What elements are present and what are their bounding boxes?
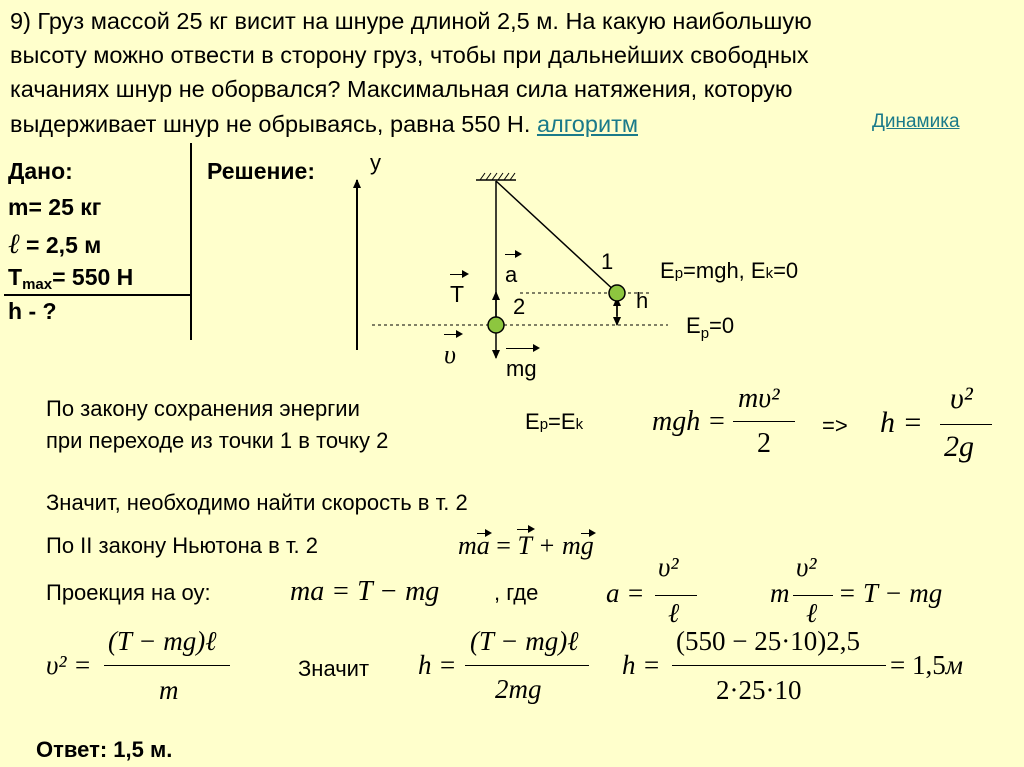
tmax-sub: max (22, 276, 53, 293)
newton-sub-den: ℓ (806, 598, 818, 628)
ceiling-mount (476, 173, 516, 180)
calc-den: 2·25·10 (716, 675, 802, 705)
height-eq-num: υ² (950, 382, 973, 415)
given-header: Дано: (8, 158, 73, 184)
height-eq-fraction-bar (940, 424, 992, 425)
problem-line-2: высоту можно отвести в сторону груз, чтобы при дальнейших свободных (10, 42, 809, 68)
newton-sub-fraction-bar (793, 595, 833, 596)
calc-fraction-bar (672, 665, 886, 666)
tension-text: T (450, 281, 465, 307)
weight-vector-bar (506, 348, 538, 349)
newton-sub-rhs: = T − mg (838, 578, 943, 608)
calc-num: (550 − 25·10)2,5 (676, 626, 860, 656)
problem-line-3: качаниях шнур не оборвался? Максимальная сила натяжения, которую (10, 76, 793, 102)
length-value: = 2,5 м (19, 232, 102, 258)
height-final-num: (T − mg)ℓ (470, 626, 579, 656)
calc-result: = 1,5м (890, 650, 963, 680)
newton-text: По II закону Ньютона в т. 2 (46, 533, 319, 558)
solution-header: Решение: (207, 158, 316, 184)
answer-text: Ответ: 1,5 м. (36, 737, 173, 762)
accel-eq-den: ℓ (668, 598, 680, 628)
energy-eq-den: 2 (757, 428, 771, 459)
speed-eq-num: (T − mg)ℓ (108, 626, 217, 656)
problem-line-4-text: выдерживает шнур не обрываясь, равна 550 Н. (10, 111, 531, 137)
algorithm-link[interactable]: алгоритм (536, 111, 638, 137)
velocity-text: υ (444, 340, 456, 369)
energy-point-2: $E_p=0$ (686, 313, 735, 342)
energy-point-1: Ep=mgh, Ek=0 (660, 258, 799, 283)
weight-text: mg (506, 356, 537, 381)
where-text: , где (494, 580, 539, 605)
speed-eq-fraction-bar (104, 665, 230, 666)
height-eq-lhs: h = (880, 406, 923, 439)
need-speed-text: Значит, необходимо найти скорость в т. 2 (46, 490, 468, 515)
newton-sub-num: υ² (796, 552, 817, 582)
projection-equation: ma = T − mg (290, 576, 440, 607)
problem-line-1: 9) Груз массой 25 кг висит на шнуре длиной 2,5 м. На какую наибольшую (10, 8, 812, 34)
point-1-label: 1 (601, 249, 614, 274)
ball-position-1 (609, 285, 625, 301)
given-mass: m= 25 кг (8, 194, 102, 220)
therefore-text: Значит (298, 656, 370, 681)
calc-lhs: h = (622, 650, 661, 680)
accel-label (505, 262, 517, 288)
energy-eq-num: mυ² (738, 383, 780, 414)
height-eq-den: 2g (944, 430, 974, 463)
energy-text-line-2: при переходе из точки 1 в точку 2 (46, 428, 389, 453)
accel-text: a (505, 262, 518, 287)
speed-eq-den: m (159, 675, 179, 705)
energy-equality: Ep=Ek (525, 409, 584, 434)
speed-eq-lhs: υ² = (46, 650, 92, 680)
tension-vector-bar (450, 274, 467, 275)
height-final-fraction-bar (465, 665, 589, 666)
tmax-T: T (8, 264, 23, 290)
implies-arrow: => (822, 413, 848, 438)
ball-position-2 (488, 317, 504, 333)
height-final-den: 2mg (495, 674, 542, 704)
given-find: h - ? (8, 298, 57, 324)
velocity-vector-bar (444, 334, 461, 335)
height-label: h (636, 288, 649, 313)
accel-vector-bar (505, 254, 520, 255)
velocity-label (444, 340, 456, 370)
energy-eq-fraction-bar (733, 421, 795, 422)
newton-equation: m a = T + m g (458, 531, 594, 560)
accel-eq-fraction-bar (655, 595, 697, 596)
tension-label (450, 281, 464, 308)
projection-text: Проекция на оу: (46, 580, 211, 605)
energy-text-line-1: По закону сохранения энергии (46, 396, 360, 421)
accel-eq-lhs: a = (606, 578, 645, 608)
point-2-label: 2 (513, 294, 526, 319)
length-symbol: ℓ (8, 229, 20, 260)
energy-eq-lhs: mgh = (652, 406, 727, 437)
tmax-value: = 550 Н (52, 264, 134, 290)
newton-sub-m: m (770, 578, 790, 608)
axis-y-label: y (370, 150, 381, 175)
dynamics-link[interactable]: Динамика (872, 111, 960, 132)
height-final-lhs: h = (418, 650, 457, 680)
accel-eq-num: υ² (658, 552, 679, 582)
weight-label (506, 356, 537, 382)
